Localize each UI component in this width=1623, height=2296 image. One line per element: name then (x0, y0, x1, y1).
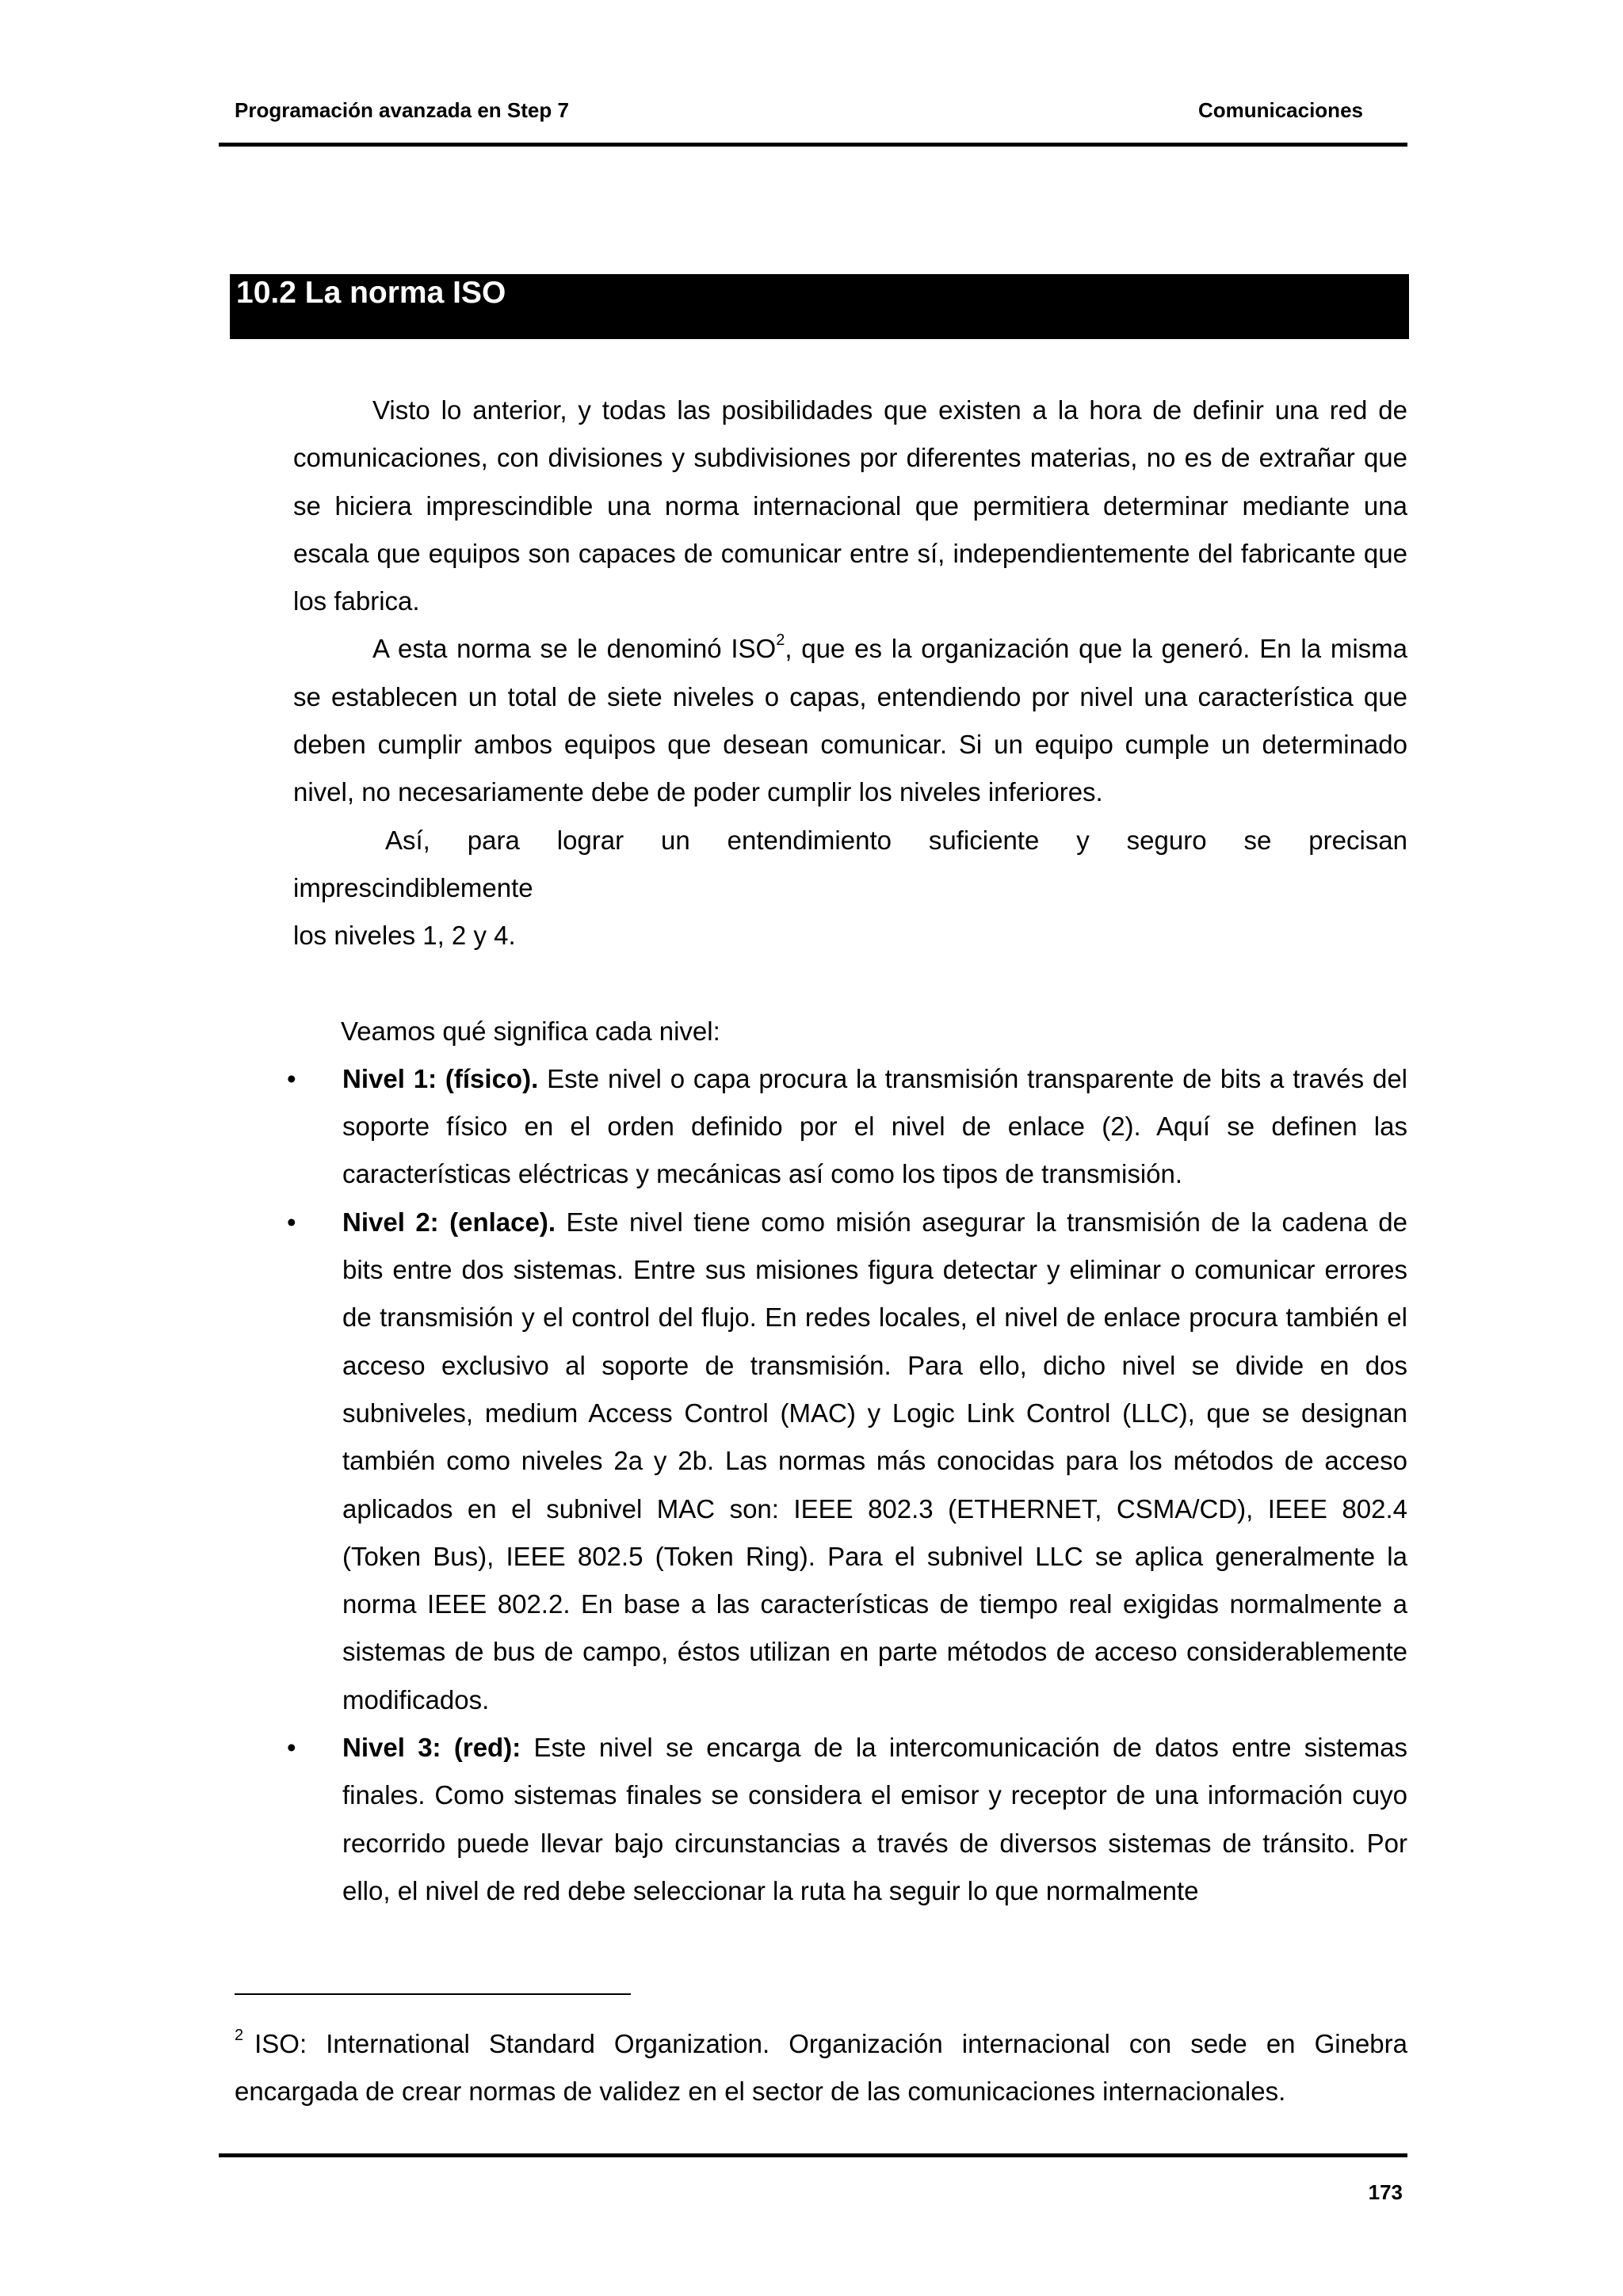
level-label: Nivel 1: (físico). (342, 1063, 539, 1093)
bullet-icon: • (287, 1733, 296, 1763)
level-description: Este nivel se encarga de la intercomunicación de datos entre sistemas finales. Como sistemas finales se considera el emisor y receptor de una información cuyo recorrido puede llevar bajo circunstancias a través de diversos sistemas de tránsito. Por ello, el nivel de red debe seleccionar la ruta ha seguir lo que normalmente (342, 1733, 1407, 1905)
level-description: Este nivel o capa procura la transmisión transparente de bits a través del soporte físico en el orden definido por el nivel de enlace (2). Aquí se definen las características eléctricas y mecánicas así como los tipos de transmisión. (342, 1063, 1408, 1189)
level-description: Este nivel tiene como misión asegurar la transmisión de la cadena de bits entre dos sistemas. Entre sus misiones figura detectar y eliminar o comunicar errores de transmisión y el control del flujo. En redes locales, el nivel de enlace procura también el acceso exclusivo al soporte de transmisión. Para ello, dicho nivel se divide en dos subniveles, medium Access Control (MAC) y Logic Link Control (LLC), que se designan también como niveles 2a y 2b. Las normas más conocidas para los métodos de acceso aplicados en el subnivel MAC son: IEEE 802.3 (ETHERNET, CSMA/CD), IEEE 802.4 (Token Bus), IEEE 802.5 (Token Ring). Para el subnivel LLC se aplica generalmente la norma IEEE 802.2. En base a las características de tiempo real exigidas normalmente a sistemas de bus de campo, éstos utilizan en parte métodos de acceso considerablemente modificados. (342, 1207, 1407, 1714)
header-book-title: Programación avanzada en Step 7 (235, 98, 569, 122)
level-label: Nivel 2: (enlace). (342, 1207, 556, 1237)
page-header (219, 95, 1407, 147)
header-chapter-title: Comunicaciones (1197, 98, 1363, 122)
body-text (287, 387, 1408, 1915)
paragraph-levels-line-2: imprescindiblemente (293, 872, 533, 902)
paragraph-intro: Visto lo anterior, y todas las posibilidades que existen a la hora de definir una red de comunicaciones, con divisiones y subdivisiones por diferentes materias, no es de extrañar que se hiciera imprescindible una norma internacional que permitiera determinar mediante una escala que equipos son capaces de comunicar entre sí, independientemente del fabricante que los fabrica. (293, 395, 1407, 616)
paragraph-levels-line-3: los niveles 1, 2 y 4. (293, 921, 516, 951)
list-item-level-3 (287, 1724, 1407, 1915)
paragraph-gap (293, 960, 1407, 1008)
footnote-text: ISO: International Standard Organization. Organización internacional con sede en Ginebra encargada de crear normas de validez en el sector de las comunicaciones internacionales. (235, 2029, 1407, 2106)
list-item-level-2 (287, 1199, 1407, 1724)
paragraph-iso (293, 625, 1407, 816)
paragraph-levels-line-1: Así, para lograr un entendimiento suficiente y seguro se precisan (385, 825, 1407, 855)
footnote (235, 2020, 1407, 2115)
bullet-icon: • (287, 1207, 296, 1237)
levels-lead-in: Veamos qué significa cada nivel: (341, 1016, 720, 1046)
paragraph-iso-start: A esta norma se le denominó ISO (372, 634, 777, 664)
paragraph-iso-rest: , que es la organización que la generó. En la misma se establecen un total de siete niveles o capas, entendiendo por nivel una característica que deben cumplir ambos equipos que desean comunicar. Si un equipo cumple un determinado nivel, no necesariamente debe de poder cumplir los niveles inferiores. (293, 634, 1408, 807)
page-number: 173 (1368, 2180, 1403, 2204)
list-item-level-1 (287, 1055, 1408, 1199)
footnote-reference: 2 (776, 631, 785, 650)
footnote-mark: 2 (235, 2027, 244, 2044)
level-label: Nivel 3: (red): (342, 1733, 521, 1763)
levels-list (287, 1055, 1408, 1915)
section-heading-bar (230, 274, 1409, 339)
footnote-separator (235, 1993, 631, 1995)
section-title: 10.2 La norma ISO (236, 276, 506, 310)
footer-rule (219, 2153, 1407, 2157)
bullet-icon: • (287, 1063, 296, 1093)
